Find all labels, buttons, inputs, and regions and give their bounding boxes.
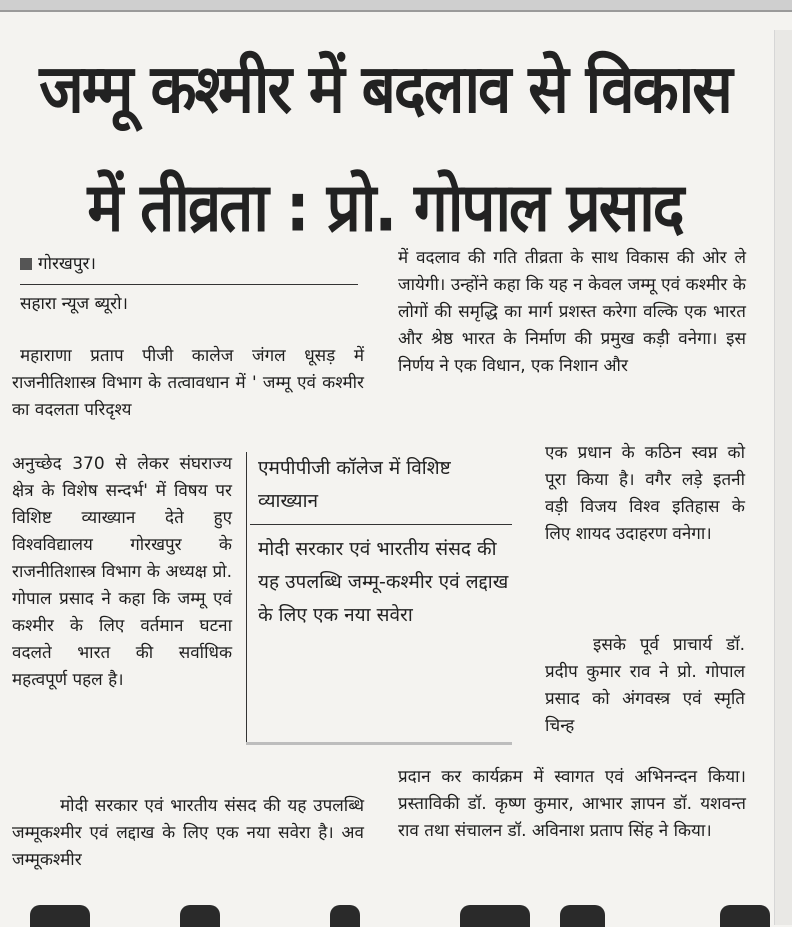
column2-top-text: में वदलाव की गति तीव्रता के साथ विकास की ओर ले जायेगी। उन्होंने कहा कि यह न केवल जम्मू एवं कश्मीर के लोगों की समृद्धि का मार्ग प्रशस्त करेगा वल्कि एक भारत और श्रेष्ठ भारत के निर्माण की प्रमुख कड़ी वनेगा। इस निर्णय ने एक विधान, एक निशान और (398, 248, 746, 376)
page-top-rule (0, 0, 792, 12)
column1-paragraph1-full: महाराणा प्रताप पीजी कालेज जंगल धूसड़ में राजनीतिशास्त्र विभाग के तत्वावधान में ' जम्मू एवं कश्मीर का वदलता परिदृश्य (12, 346, 364, 420)
dateline-text: गोरखपुर। (38, 254, 96, 274)
column2-narrow-text-1: एक प्रधान के कठिन स्वप्न को पूरा किया है। वगैर लड़े इतनी वड़ी विजय विश्व इतिहास के लिए शायद उदाहरण वनेगा। (545, 443, 745, 544)
column2-narrow-text-2: इसके पूर्व प्राचार्य डॉ. प्रदीप कुमार राव ने प्रो. गोपाल प्रसाद को अंगवस्त्र एवं स्मृति चिन्ह (545, 635, 745, 736)
pull-quote-box (250, 452, 512, 632)
column1-paragraph2: मोदी सरकार एवं भारतीय संसद की यह उपलब्धि जम्मूकश्मीर एवं लद्दाख के लिए एक नया सवेरा है। अव जम्मूकश्मीर (12, 796, 364, 870)
dateline-divider (20, 284, 358, 285)
callout-left-rule (246, 452, 247, 744)
headline (0, 30, 770, 267)
square-bullet-icon (20, 258, 32, 270)
callout-body: मोदी सरकार एवं भारतीय संसद की यह उपलब्धि जम्मू-कश्मीर एवं लद्दाख के लिए एक नया सवेरा (258, 538, 509, 626)
adjacent-column-edge (774, 30, 792, 925)
headline-line-1: जम्मू कश्मीर में बदलाव से विकास (39, 50, 731, 129)
headline-line-2: में तीव्रता : प्रो. गोपाल प्रसाद (87, 168, 683, 248)
column2-bottom-text: प्रदान कर कार्यक्रम में स्वागत एवं अभिनन्दन किया। प्रस्ताविकी डॉ. कृष्ण कुमार, आभार ज्ञापन डॉ. यशवन्त राव तथा संचालन डॉ. अविनाश प्रताप सिंह ने किया। (398, 767, 746, 841)
cropped-next-headline (0, 905, 792, 925)
callout-title: एमपीपीजी कॉलेज में विशिष्ट व्याख्यान (258, 457, 451, 512)
callout-bottom-rule (246, 742, 512, 745)
callout-divider (250, 524, 512, 525)
dateline (20, 251, 96, 278)
column1-paragraph1-narrow: अनुच्छेद 370 से लेकर संघराज्य क्षेत्र के विशेष सन्दर्भ' में विषय पर विशिष्ट व्याख्यान देते हुए विश्वविद्यालय गोरखपुर के राजनीतिशास्त्र विभाग के अध्यक्ष प्रो. गोपाल प्रसाद ने कहा कि जम्मू एवं कश्मीर के लिए वर्तमान घटना वदलते भारत की सर्वाधिक महत्वपूर्ण पहल है। (12, 454, 232, 690)
byline: सहारा न्यूज ब्यूरो। (20, 294, 128, 314)
